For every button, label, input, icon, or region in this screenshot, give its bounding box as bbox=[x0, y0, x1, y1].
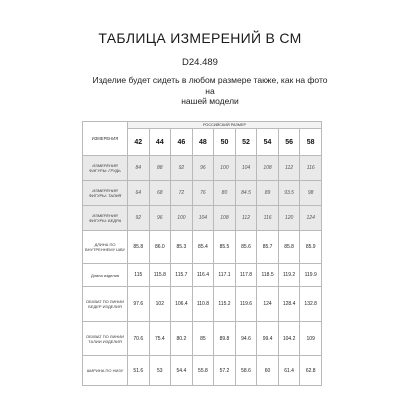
table-cell: 85.5 bbox=[214, 231, 236, 264]
table-cell: 104 bbox=[192, 206, 214, 231]
size-column-header: 56 bbox=[278, 129, 300, 156]
table-cell: 100 bbox=[214, 156, 236, 181]
table-cell: 61.4 bbox=[278, 356, 300, 386]
table-cell: 85 bbox=[192, 322, 214, 356]
row-label: ДЛИНА ПО ВНУТРЕННЕМУ ШВУ bbox=[83, 231, 128, 264]
table-cell: 100 bbox=[171, 206, 193, 231]
row-label: ИЗМЕРЕНИЯ ФИГУРЫ: БЕДРА bbox=[83, 206, 128, 231]
table-cell: 106.4 bbox=[171, 287, 193, 322]
table-cell: 98 bbox=[300, 181, 322, 206]
row-label: ИЗМЕРЕНИЯ ФИГУРЫ: ГРУДЬ bbox=[83, 156, 128, 181]
table-cell: 128.4 bbox=[278, 287, 300, 322]
table-cell: 115.2 bbox=[214, 287, 236, 322]
table-cell: 116.4 bbox=[192, 264, 214, 287]
fit-note-line: Изделие будет сидеть в любом размере также, как на фото на bbox=[92, 75, 328, 96]
size-column-header: 52 bbox=[235, 129, 257, 156]
size-column-header: 58 bbox=[300, 129, 322, 156]
row-label: ОБХВАТ ПО ЛИНИИ ТАЛИИ ИЗДЕЛИЯ bbox=[83, 322, 128, 356]
table-cell: 75.4 bbox=[149, 322, 171, 356]
table-cell: 62.8 bbox=[300, 356, 322, 386]
table-row bbox=[83, 287, 322, 322]
table-cell: 112 bbox=[278, 156, 300, 181]
fit-note bbox=[90, 75, 330, 107]
table-cell: 117.8 bbox=[235, 264, 257, 287]
table-cell: 51.6 bbox=[128, 356, 150, 386]
table-cell: 86.0 bbox=[149, 231, 171, 264]
table-row bbox=[83, 356, 322, 386]
row-label: ИЗМЕРЕНИЯ ФИГУРЫ: ТАЛИЯ bbox=[83, 181, 128, 206]
table-cell: 132.8 bbox=[300, 287, 322, 322]
table-cell: 117.1 bbox=[214, 264, 236, 287]
table-cell: 104.2 bbox=[278, 322, 300, 356]
table-row bbox=[83, 181, 322, 206]
table-cell: 85.6 bbox=[235, 231, 257, 264]
table-cell: 76 bbox=[192, 181, 214, 206]
table-cell: 96 bbox=[149, 206, 171, 231]
row-label: Длина изделия bbox=[83, 264, 128, 287]
table-cell: 96 bbox=[192, 156, 214, 181]
table-cell: 112 bbox=[235, 206, 257, 231]
table-row bbox=[83, 231, 322, 264]
table-cell: 60 bbox=[257, 356, 279, 386]
table-cell: 109 bbox=[300, 322, 322, 356]
table-cell: 54.4 bbox=[171, 356, 193, 386]
table-row bbox=[83, 206, 322, 231]
size-column-header: 44 bbox=[149, 129, 171, 156]
table-cell: 124 bbox=[300, 206, 322, 231]
page-title: ТАБЛИЦА ИЗМЕРЕНИЙ В СМ bbox=[98, 30, 302, 46]
size-column-header: 46 bbox=[171, 129, 193, 156]
table-cell: 118.5 bbox=[257, 264, 279, 287]
table-cell: 116 bbox=[257, 206, 279, 231]
table-cell: 70.6 bbox=[128, 322, 150, 356]
table-cell: 115.7 bbox=[171, 264, 193, 287]
table-row bbox=[83, 322, 322, 356]
table-cell: 119.2 bbox=[278, 264, 300, 287]
size-column-header: 54 bbox=[257, 129, 279, 156]
table-cell: 72 bbox=[171, 181, 193, 206]
table-header-row bbox=[83, 122, 322, 129]
size-table bbox=[82, 121, 322, 386]
table-cell: 115 bbox=[128, 264, 150, 287]
measurements-header: ИЗМЕРЕНИЯ bbox=[83, 122, 128, 156]
table-cell: 104 bbox=[235, 156, 257, 181]
row-label: ШИРИНА ПО НИЗУ bbox=[83, 356, 128, 386]
table-cell: 93.5 bbox=[278, 181, 300, 206]
table-cell: 110.8 bbox=[192, 287, 214, 322]
table-cell: 115.8 bbox=[149, 264, 171, 287]
table-cell: 97.6 bbox=[128, 287, 150, 322]
table-cell: 85.8 bbox=[278, 231, 300, 264]
table-cell: 68 bbox=[149, 181, 171, 206]
table-cell: 116 bbox=[300, 156, 322, 181]
table-cell: 85.3 bbox=[171, 231, 193, 264]
table-cell: 119.9 bbox=[300, 264, 322, 287]
table-cell: 53 bbox=[149, 356, 171, 386]
table-cell: 85.8 bbox=[128, 231, 150, 264]
table-cell: 108 bbox=[257, 156, 279, 181]
table-cell: 80.2 bbox=[171, 322, 193, 356]
table-cell: 64 bbox=[128, 181, 150, 206]
row-label: ОБХВАТ ПО ЛИНИИ БЕДЕР ИЗДЕЛИЯ bbox=[83, 287, 128, 322]
size-column-header: 42 bbox=[128, 129, 150, 156]
table-cell: 124 bbox=[257, 287, 279, 322]
table-cell: 120 bbox=[278, 206, 300, 231]
table-cell: 99.4 bbox=[257, 322, 279, 356]
table-row bbox=[83, 264, 322, 287]
table-cell: 92 bbox=[171, 156, 193, 181]
table-row bbox=[83, 156, 322, 181]
table-cell: 94.6 bbox=[235, 322, 257, 356]
table-cell: 119.6 bbox=[235, 287, 257, 322]
table-cell: 108 bbox=[214, 206, 236, 231]
table-cell: 80 bbox=[214, 181, 236, 206]
table-cell: 85.7 bbox=[257, 231, 279, 264]
table-cell: 84.5 bbox=[235, 181, 257, 206]
table-cell: 92 bbox=[128, 206, 150, 231]
table-cell: 58.6 bbox=[235, 356, 257, 386]
table-cell: 102 bbox=[149, 287, 171, 322]
fit-note-line: нашей модели bbox=[181, 96, 239, 106]
table-cell: 88 bbox=[149, 156, 171, 181]
size-column-header: 48 bbox=[192, 129, 214, 156]
size-column-header: 50 bbox=[214, 129, 236, 156]
table-cell: 85.9 bbox=[300, 231, 322, 264]
table-cell: 55.8 bbox=[192, 356, 214, 386]
table-cell: 89 bbox=[257, 181, 279, 206]
article-code: D24.489 bbox=[182, 57, 218, 68]
russian-size-header: РОССИЙСКИЙ РАЗМЕР bbox=[128, 122, 322, 129]
table-cell: 85.4 bbox=[192, 231, 214, 264]
table-cell: 89.8 bbox=[214, 322, 236, 356]
table-cell: 84 bbox=[128, 156, 150, 181]
size-table-body bbox=[83, 122, 322, 386]
table-cell: 57.2 bbox=[214, 356, 236, 386]
